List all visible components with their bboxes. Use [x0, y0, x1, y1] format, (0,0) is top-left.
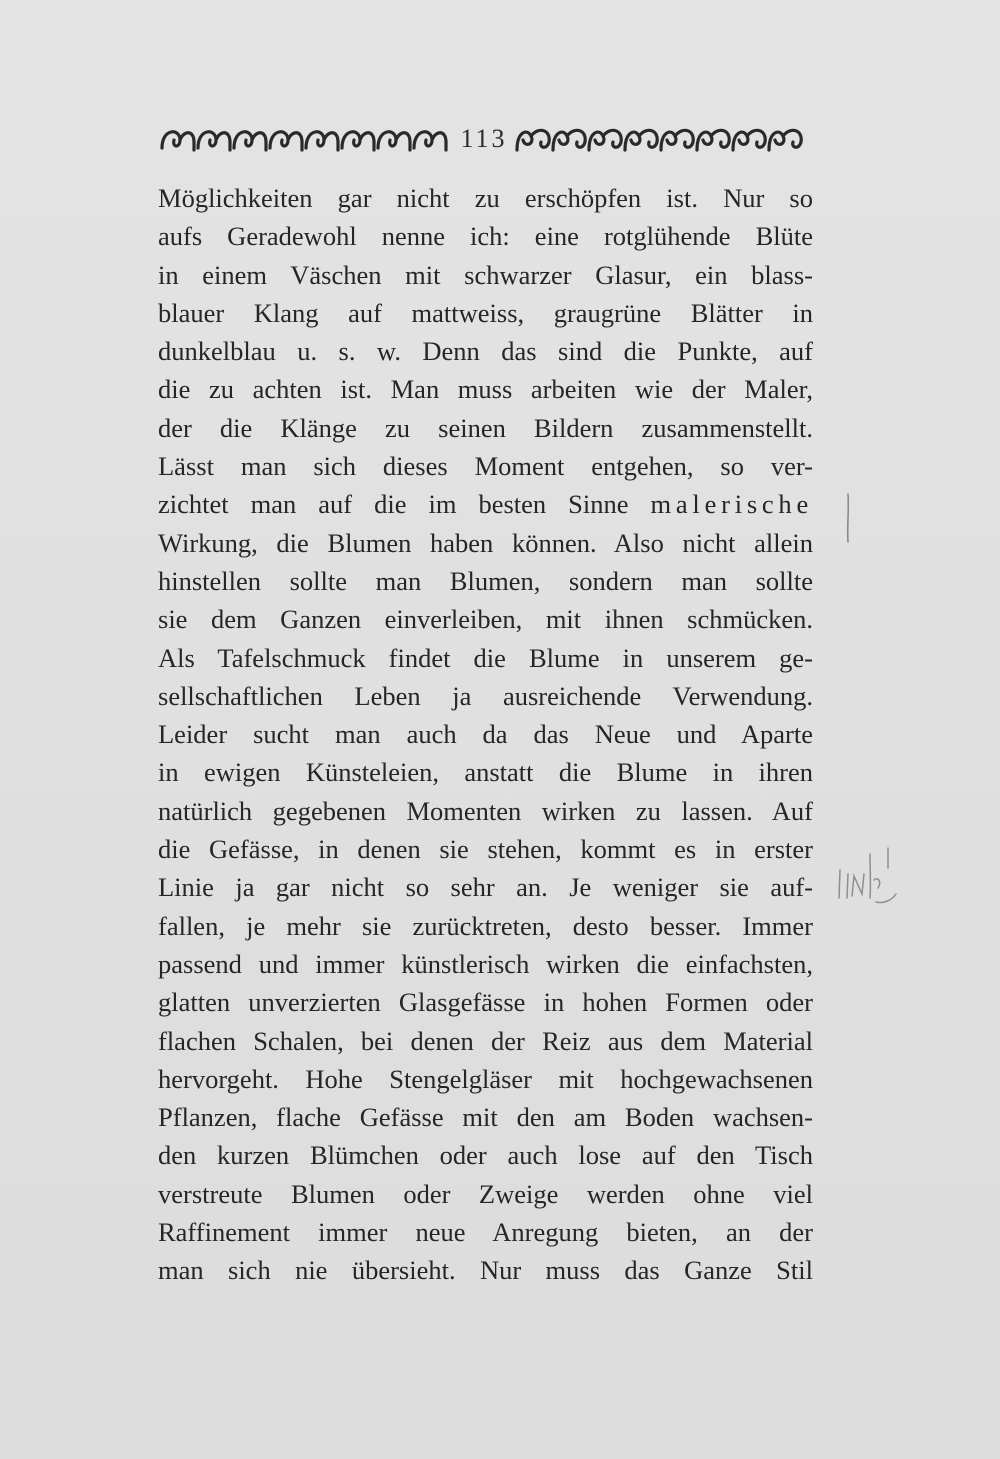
text-line: in einem Väschen mit schwarzer Glasur, ein blass- [158, 259, 813, 290]
wave-ornament-icon [158, 122, 453, 156]
handwritten-note-icon [826, 840, 906, 910]
text-line-prefix: zichtet man auf die im besten Sinne [158, 489, 651, 520]
text-line: man sich nie übersieht. Nur muss das Ganze Stil [158, 1255, 813, 1286]
wave-ornament-icon [513, 122, 813, 156]
text-line: Raffinement immer neue Anregung bieten, an der [158, 1217, 813, 1248]
running-header [158, 122, 813, 156]
text-line: die zu achten ist. Man muss arbeiten wie der Maler, [158, 374, 813, 405]
text-line: aufs Geradewohl nenne ich: eine rotglühende Blüte [158, 221, 813, 252]
pencil-mark-icon [838, 490, 858, 550]
body-text [158, 179, 813, 1290]
text-line: fallen, je mehr sie zurücktreten, desto besser. Immer [158, 910, 813, 941]
text-line: natürlich gegebenen Momenten wirken zu lassen. Auf [158, 795, 813, 826]
text-line: verstreute Blumen oder Zweige werden ohne viel [158, 1178, 813, 1209]
text-line: Lässt man sich dieses Moment entgehen, so ver- [158, 451, 813, 482]
text-line: die Gefässe, in denen sie stehen, kommt es in erster [158, 834, 813, 865]
page-number: 113 [460, 124, 508, 153]
text-line: hinstellen sollte man Blumen, sondern man sollte [158, 565, 813, 596]
text-line: sie dem Ganzen einverleiben, mit ihnen schmücken. [158, 604, 813, 635]
text-line: glatten unverzierten Glasgefässe in hohen Formen oder [158, 987, 813, 1018]
text-line: passend und immer künstlerisch wirken die einfachsten, [158, 948, 813, 979]
text-line: hervorgeht. Hohe Stengelgläser mit hochgewachsenen [158, 1063, 813, 1094]
text-line: sellschaftlichen Leben ja ausreichende Verwendung. [158, 680, 813, 711]
text-line: Möglichkeiten gar nicht zu erschöpfen ist. Nur so [158, 183, 813, 213]
text-line: in ewigen Künsteleien, anstatt die Blume in ihren [158, 757, 813, 788]
text-line: Pflanzen, flache Gefässe mit den am Boden wachsen- [158, 1102, 813, 1133]
text-line [158, 485, 813, 523]
text-line: der die Klänge zu seinen Bildern zusammenstellt. [158, 412, 813, 443]
text-line: flachen Schalen, bei denen der Reiz aus dem Material [158, 1025, 813, 1056]
emphasized-word: malerische [650, 489, 813, 520]
text-line: Wirkung, die Blumen haben können. Also nicht allein [158, 527, 813, 558]
text-line: Leider sucht man auch da das Neue und Aparte [158, 719, 813, 750]
text-line: dunkelblau u. s. w. Denn das sind die Punkte, auf [158, 336, 813, 367]
text-line: blauer Klang auf mattweiss, graugrüne Blätter in [158, 297, 813, 328]
text-line: Als Tafelschmuck findet die Blume in unserem ge- [158, 642, 813, 673]
text-line: den kurzen Blümchen oder auch lose auf den Tisch [158, 1140, 813, 1171]
text-line: Linie ja gar nicht so sehr an. Je weniger sie auf- [158, 872, 813, 903]
